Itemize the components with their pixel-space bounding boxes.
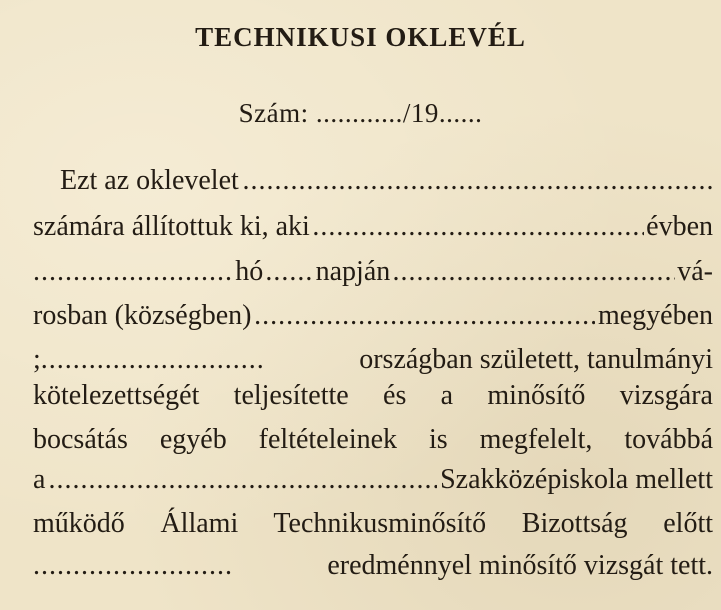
fill-in-dots: ...... xyxy=(265,256,314,287)
body-text: hó xyxy=(235,256,264,287)
fill-in-dots xyxy=(33,252,233,292)
body-text: kötelezettségét teljesítette és a minősítő vizsgára xyxy=(33,380,713,411)
body-line-1 xyxy=(60,161,712,201)
body-text: a xyxy=(33,464,46,495)
body-line-10 xyxy=(33,546,713,586)
body-text: rosban (községben) xyxy=(33,300,252,331)
body-text: bocsátás egyéb feltételeinek is megfelelt, továbbá xyxy=(33,424,713,455)
fill-in-dots xyxy=(312,207,643,247)
fill-in-dots xyxy=(392,252,675,292)
number-line: Szám: ............/19...... xyxy=(238,98,483,128)
body-text: számára állítottuk ki, aki xyxy=(33,211,310,242)
body-line-3 xyxy=(33,252,713,292)
body-text: évben xyxy=(646,211,714,242)
fill-in-dots xyxy=(48,460,437,500)
body-line-6 xyxy=(33,376,713,416)
fill-in-dots xyxy=(33,546,233,586)
body-line-7 xyxy=(33,420,713,460)
body-text: megyében xyxy=(597,300,714,331)
body-line-5 xyxy=(33,340,713,380)
body-text: vá- xyxy=(677,256,713,287)
fill-in-dots xyxy=(254,296,595,336)
body-text: ; xyxy=(33,344,41,375)
body-text: Ezt az oklevelet xyxy=(60,165,239,196)
body-line-9 xyxy=(33,504,713,544)
fill-in-dots xyxy=(41,340,263,380)
body-text: napján xyxy=(315,256,391,287)
body-text: országban született, tanulmányi xyxy=(359,344,713,375)
body-line-2 xyxy=(33,207,713,247)
body-line-8 xyxy=(33,460,713,500)
body-line-4 xyxy=(33,296,713,336)
body-text: működő Állami Technikusminősítő Bizottság előtt xyxy=(33,508,713,539)
document-title: TECHNIKUSI OKLEVÉL xyxy=(195,22,526,52)
body-text: eredménnyel minősítő vizsgát tett. xyxy=(327,550,713,581)
body-text: Szakközépiskola mellett xyxy=(440,464,713,495)
fill-in-dots xyxy=(242,161,712,201)
